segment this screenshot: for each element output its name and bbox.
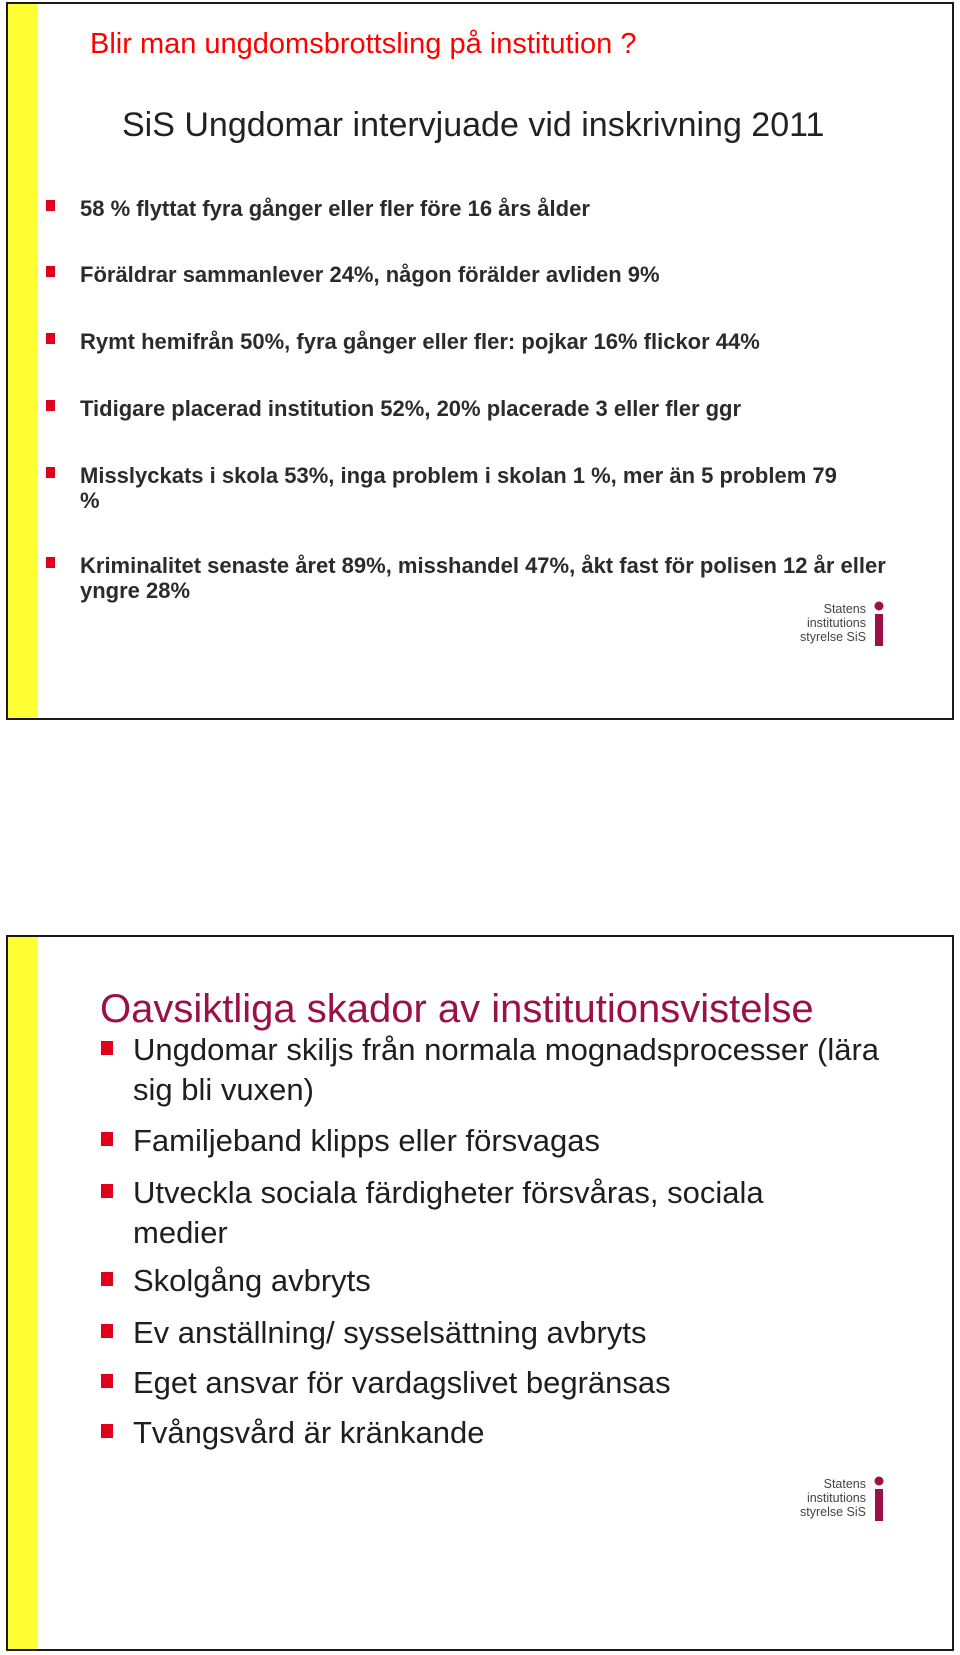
list-item	[80, 262, 930, 287]
list-item-text: Kriminalitet senaste året 89%, misshandel 47%, åkt fast för polisen 12 år eller yngre 28%	[80, 553, 886, 603]
square-bullet-icon	[101, 1184, 113, 1198]
list-item-text: Eget ansvar för vardagslivet begränsas	[133, 1365, 671, 1400]
list-item-text: Utveckla sociala färdigheter försvåras, sociala medier	[133, 1175, 764, 1250]
list-item-text: Skolgång avbryts	[133, 1263, 371, 1298]
slide-1	[6, 2, 954, 720]
logo-text-line: institutions	[806, 616, 866, 630]
list-item-text: 58 % flyttat fyra gånger eller fler före 16 års ålder	[80, 196, 590, 221]
logo-text-line: Statens	[823, 1477, 866, 1491]
square-bullet-icon	[46, 467, 55, 478]
list-item-text: Familjeband klipps eller försvagas	[133, 1123, 600, 1158]
list-item	[133, 1313, 913, 1353]
list-item-text: Misslyckats i skola 53%, inga problem i skolan 1 %, mer än 5 problem 79 %	[80, 463, 837, 513]
list-item-text: Föräldrar sammanlever 24%, någon förälder avliden 9%	[80, 262, 660, 287]
logo-text-line: Statens	[823, 602, 866, 616]
square-bullet-icon	[46, 266, 55, 277]
sis-logo	[796, 600, 886, 660]
list-item-text: Ev anställning/ sysselsättning avbryts	[133, 1315, 647, 1350]
logo-text-line: institutions	[806, 1491, 866, 1505]
slide-2	[6, 935, 954, 1651]
list-item	[80, 396, 930, 421]
logo-text-line: styrelse SiS	[800, 630, 866, 644]
list-item	[133, 1173, 833, 1253]
list-item	[80, 463, 840, 513]
list-item	[133, 1363, 913, 1403]
square-bullet-icon	[101, 1041, 113, 1055]
list-item	[80, 196, 930, 221]
square-bullet-icon	[101, 1132, 113, 1146]
list-item	[133, 1030, 913, 1110]
square-bullet-icon	[101, 1324, 113, 1338]
logo-text-line: styrelse SiS	[800, 1505, 866, 1519]
info-i-icon	[872, 600, 886, 648]
square-bullet-icon	[46, 333, 55, 344]
square-bullet-icon	[46, 400, 55, 411]
slide-subtitle: SiS Ungdomar intervjuade vid inskrivning 2011	[122, 106, 825, 144]
square-bullet-icon	[101, 1424, 113, 1438]
info-i-icon	[872, 1475, 886, 1523]
accent-bar	[8, 937, 38, 1649]
square-bullet-icon	[101, 1272, 113, 1286]
list-item	[133, 1413, 913, 1453]
sis-logo	[796, 1475, 886, 1535]
list-item-text: Tvångsvård är kränkande	[133, 1415, 485, 1450]
list-item-text: Rymt hemifrån 50%, fyra gånger eller fler: pojkar 16% flickor 44%	[80, 329, 760, 354]
list-item	[80, 553, 910, 603]
list-item	[80, 329, 930, 354]
list-item-text: Tidigare placerad institution 52%, 20% placerade 3 eller fler ggr	[80, 396, 742, 421]
square-bullet-icon	[101, 1374, 113, 1388]
list-item-text: Ungdomar skiljs från normala mognadsprocesser (lära sig bli vuxen)	[133, 1032, 880, 1107]
square-bullet-icon	[46, 557, 55, 568]
accent-bar	[8, 4, 38, 718]
square-bullet-icon	[46, 200, 55, 211]
list-item	[133, 1121, 913, 1161]
slide-title: Oavsiktliga skador av institutionsvistelse	[100, 987, 814, 1031]
slide-header-title: Blir man ungdomsbrottsling på institution ?	[90, 28, 637, 60]
list-item	[133, 1261, 913, 1301]
